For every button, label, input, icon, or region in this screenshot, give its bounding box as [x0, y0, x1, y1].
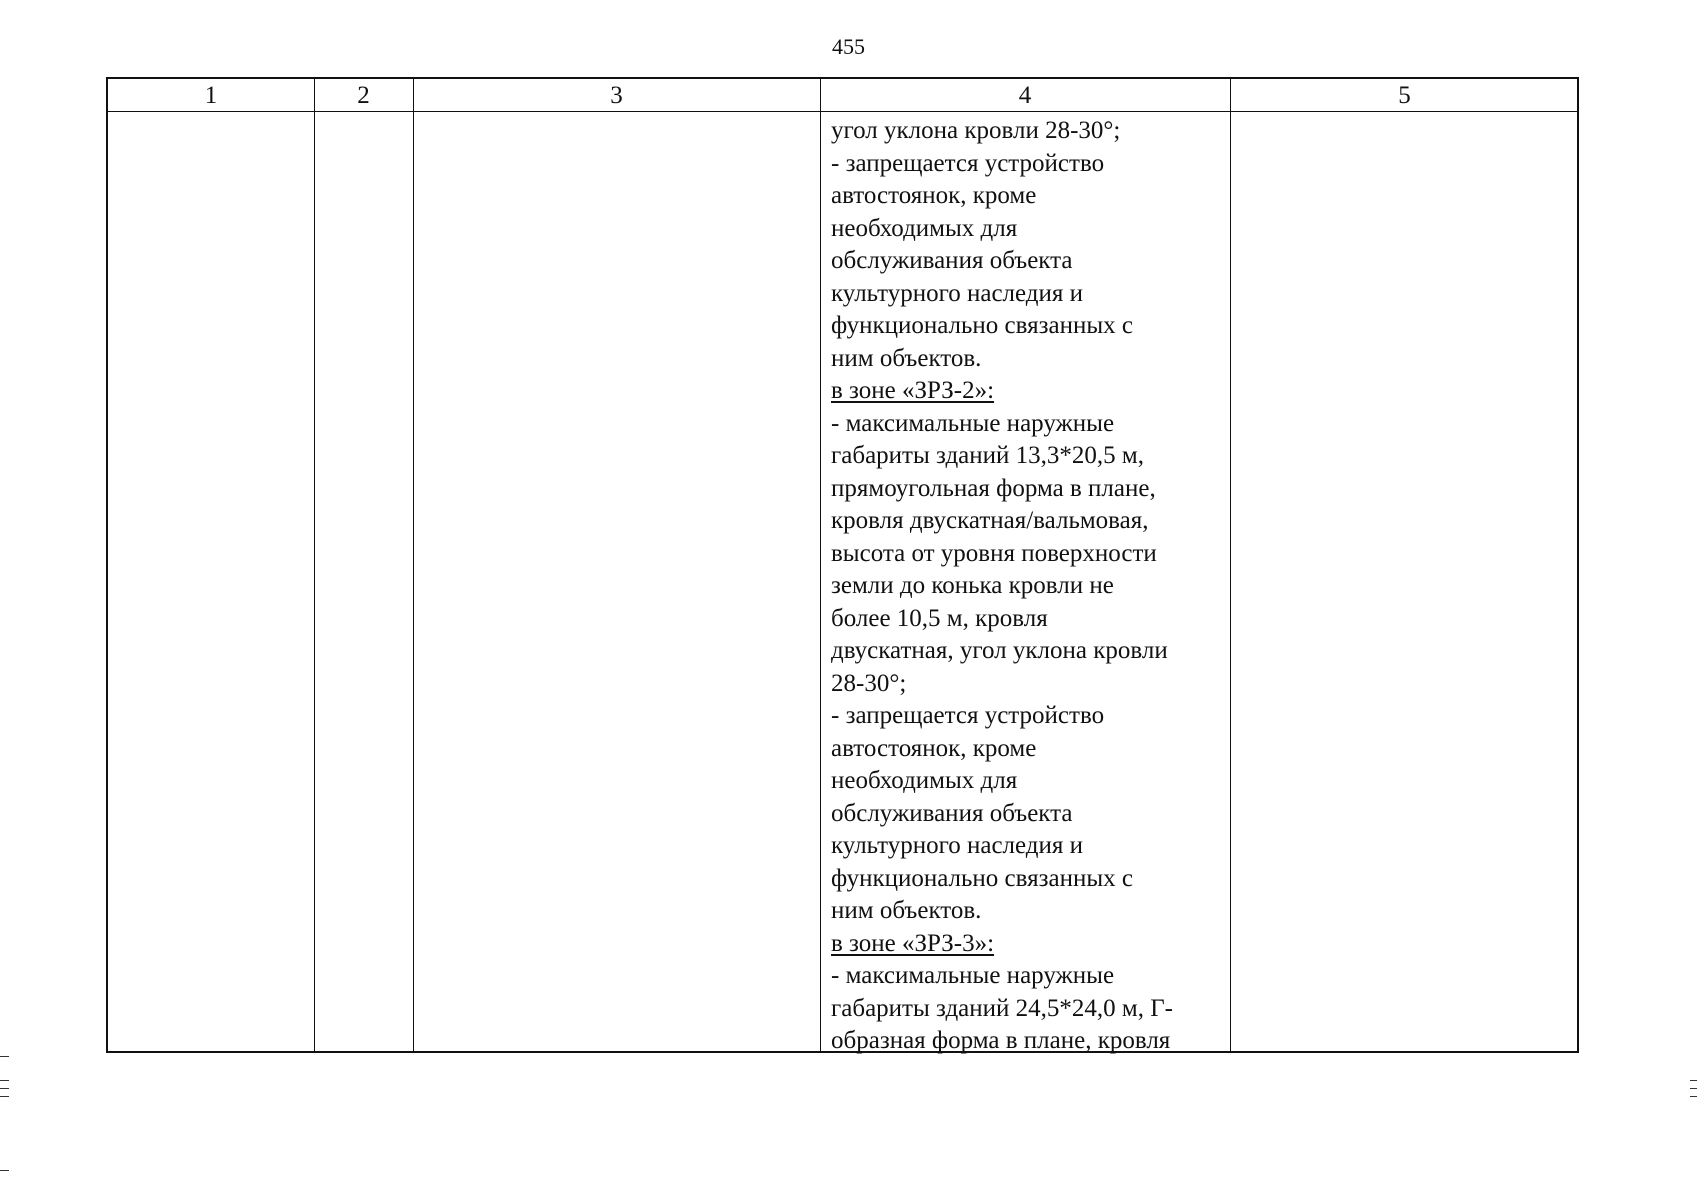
text-line: функционально связанных с: [831, 864, 1134, 892]
text-line: - максимальные наружные: [831, 409, 1115, 437]
header-divider: [108, 111, 1577, 112]
text-line: двускатная, угол уклона кровли: [831, 637, 1168, 664]
text-line: ним объектов.: [831, 897, 982, 924]
text-line: 28-30°;: [831, 669, 907, 697]
margin-mark: [1690, 1080, 1697, 1081]
text-line: прямоугольная форма в плане,: [831, 474, 1156, 502]
text-line: ним объектов.: [831, 344, 982, 372]
text-line: автостоянок, кроме: [831, 182, 1037, 209]
page-number: 455: [832, 34, 865, 59]
text-line: необходимых для: [831, 767, 1018, 794]
column-header-2: 2: [357, 82, 370, 109]
text-line: угол уклона кровли 28-30°;: [831, 117, 1121, 144]
text-line: - запрещается устройство: [831, 149, 1105, 177]
column-divider: [1230, 79, 1231, 1051]
text-line: автостоянок, кроме: [831, 734, 1037, 762]
text-line: обслуживания объекта: [831, 247, 1073, 274]
regulation-table: [106, 77, 1579, 1053]
text-line: габариты зданий 13,3*20,5 м,: [831, 442, 1144, 469]
column-4-cell-text: [831, 115, 1221, 1058]
text-line: культурного наследия и: [831, 279, 1084, 307]
text-line: габариты зданий 24,5*24,0 м, Г-: [831, 994, 1173, 1022]
text-line: земли до конька кровли не: [831, 572, 1114, 599]
margin-mark: [0, 1170, 9, 1171]
column-divider: [413, 79, 414, 1051]
column-header-4: 4: [1018, 82, 1032, 109]
margin-mark: [0, 1056, 9, 1057]
text-line: функционально связанных с: [831, 312, 1134, 339]
column-divider: [820, 79, 821, 1051]
text-line: более 10,5 м, кровля: [831, 604, 1048, 632]
text-line: образная форма в плане, кровля: [831, 1027, 1171, 1054]
text-line: - максимальные наружные: [831, 962, 1115, 989]
column-header-1: 1: [204, 82, 218, 109]
text-line: - запрещается устройство: [831, 702, 1105, 729]
margin-mark: [1690, 1088, 1697, 1089]
zone-heading: в зоне «ЗРЗ-3»:: [831, 929, 995, 957]
margin-mark: [0, 1088, 9, 1089]
text-line: кровля двускатная/вальмовая,: [831, 507, 1149, 534]
column-header-3: 3: [610, 82, 623, 109]
margin-mark: [0, 1080, 9, 1081]
column-header-5: 5: [1398, 82, 1411, 109]
text-line: высота от уровня поверхности: [831, 539, 1157, 567]
zone-heading: в зоне «ЗРЗ-2»:: [831, 377, 995, 404]
margin-mark: [1690, 1096, 1697, 1097]
text-line: обслуживания объекта: [831, 799, 1073, 827]
margin-mark: [0, 1096, 9, 1097]
text-line: культурного наследия и: [831, 832, 1084, 859]
column-divider: [314, 79, 315, 1051]
text-line: необходимых для: [831, 214, 1018, 242]
